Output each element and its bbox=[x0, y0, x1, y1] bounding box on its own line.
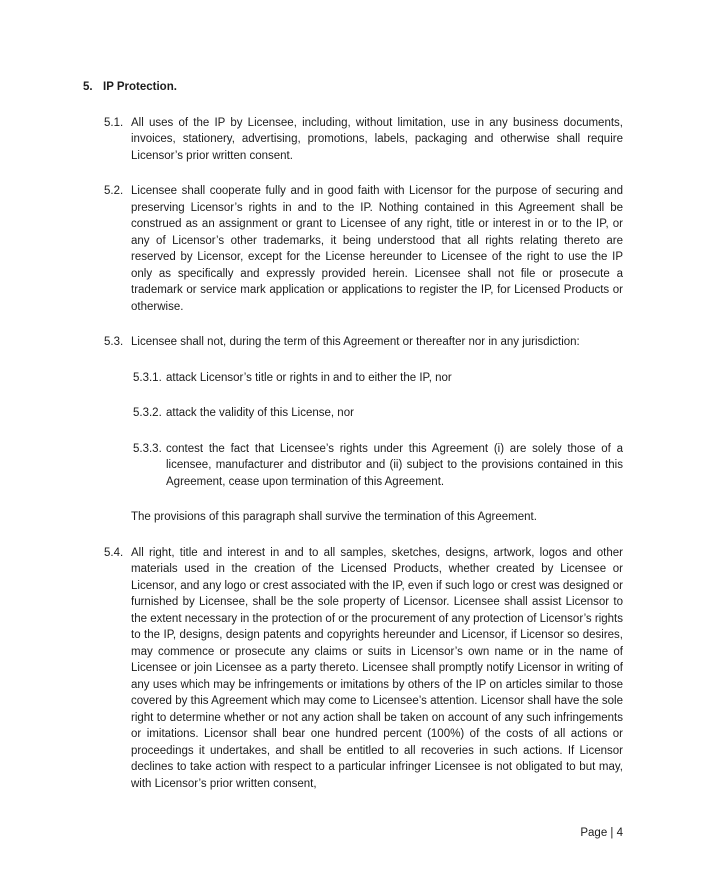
clause-text: All right, title and interest in and to all samples, sketches, designs, artwork, logos and other materials used in the creation of the Licensed Products, whether created by Licensee or Licensor, and any logo or crest associated with the IP, even if such logo or crest was designed or furnished by Licensee, shall be the sole property of Licensor. Licensee shall assist Licensor to the extent necessary in the protection of or the procurement of any protection of Licensor’s rights to the IP, designs, design patents and copyrights hereunder and Licensor, if Licensor so desires, may commence or prosecute any claims or suits in Licensor’s own name or in the name of Licensee or join Licensee as a party thereto. Licensee shall promptly notify Licensor in writing of any uses which may be infringements or imitations by others of the IP on articles similar to those covered by this Agreement which may come to Licensee’s attention. Licensor shall have the sole right to determine whether or not any action shall be taken on account of any such infringements or imitations. Licensor shall bear one hundred percent (100%) of the costs of all actions or proceedings it undertakes, and shall be entitled to all recoveries in such actions. If Licensor declines to take action with respect to a particular infringer Licensee is not obligated to but may, with Licensor’s prior written consent, bbox=[131, 546, 623, 790]
section-title: IP Protection. bbox=[103, 81, 177, 93]
clause-text: The provisions of this paragraph shall survive the termination of this Agreement. bbox=[131, 511, 537, 523]
clause-text: contest the fact that Licensee’s rights under this Agreement (i) are solely those of a licensee, manufacturer and distributor and (ii) subject to the provisions contained in this Agreement, cease upon termination of this Agreement. bbox=[166, 442, 623, 488]
clause-number: 5.3.2. bbox=[133, 407, 162, 419]
clause-5-1 bbox=[104, 115, 623, 165]
page-footer bbox=[580, 825, 623, 842]
clause-text: attack Licensor’s title or rights in and to either the IP, nor bbox=[166, 371, 452, 384]
clause-number: 5.2. bbox=[104, 185, 124, 197]
clause-text: All uses of the IP by Licensee, including, without limitation, use in any business documents, invoices, stationery, advertising, promotions, labels, packaging and otherwise shall require Licensor’s prior written consent. bbox=[131, 116, 623, 162]
clause-text: Licensee shall not, during the term of this Agreement or thereafter nor in any jurisdiction: bbox=[131, 336, 580, 348]
clause-number bbox=[104, 509, 131, 526]
page-number-label: Page | 4 bbox=[580, 827, 623, 839]
clause-5-3-2 bbox=[133, 405, 623, 422]
clause-5-2 bbox=[104, 183, 623, 315]
clause-5-3-3 bbox=[133, 441, 623, 491]
document-body bbox=[83, 79, 623, 792]
clause-number: 5.3.3. bbox=[133, 442, 162, 455]
clause-number: 5.3. bbox=[104, 336, 124, 348]
clause-5-3-survival-paragraph bbox=[104, 509, 623, 526]
clause-5-3-1 bbox=[133, 370, 623, 387]
section-number: 5. bbox=[83, 81, 93, 93]
clause-5-3 bbox=[104, 334, 623, 351]
clause-number: 5.4. bbox=[104, 546, 124, 559]
clause-number: 5.3.1. bbox=[133, 371, 162, 384]
clause-text: Licensee shall cooperate fully and in good faith with Licensor for the purpose of securing and preserving Licensor’s rights in and to the IP. Nothing contained in this Agreement shall be construed as an assignment or grant to Licensee of any right, title or interest in or to the IP, or any of Licensor’s other trademarks, it being understood that all rights relating thereto are reserved by Licensor, except for the License hereunder to Licensee of the right to use the IP only as specifically and expressly provided herein. Licensee shall not file or prosecute a trademark or service mark application or applications to register the IP, for Licensed Products or otherwise. bbox=[131, 185, 623, 313]
clause-text: attack the validity of this License, nor bbox=[166, 407, 354, 419]
clause-5-4 bbox=[104, 545, 623, 793]
clause-number: 5.1. bbox=[104, 116, 124, 129]
section-heading bbox=[83, 79, 623, 96]
